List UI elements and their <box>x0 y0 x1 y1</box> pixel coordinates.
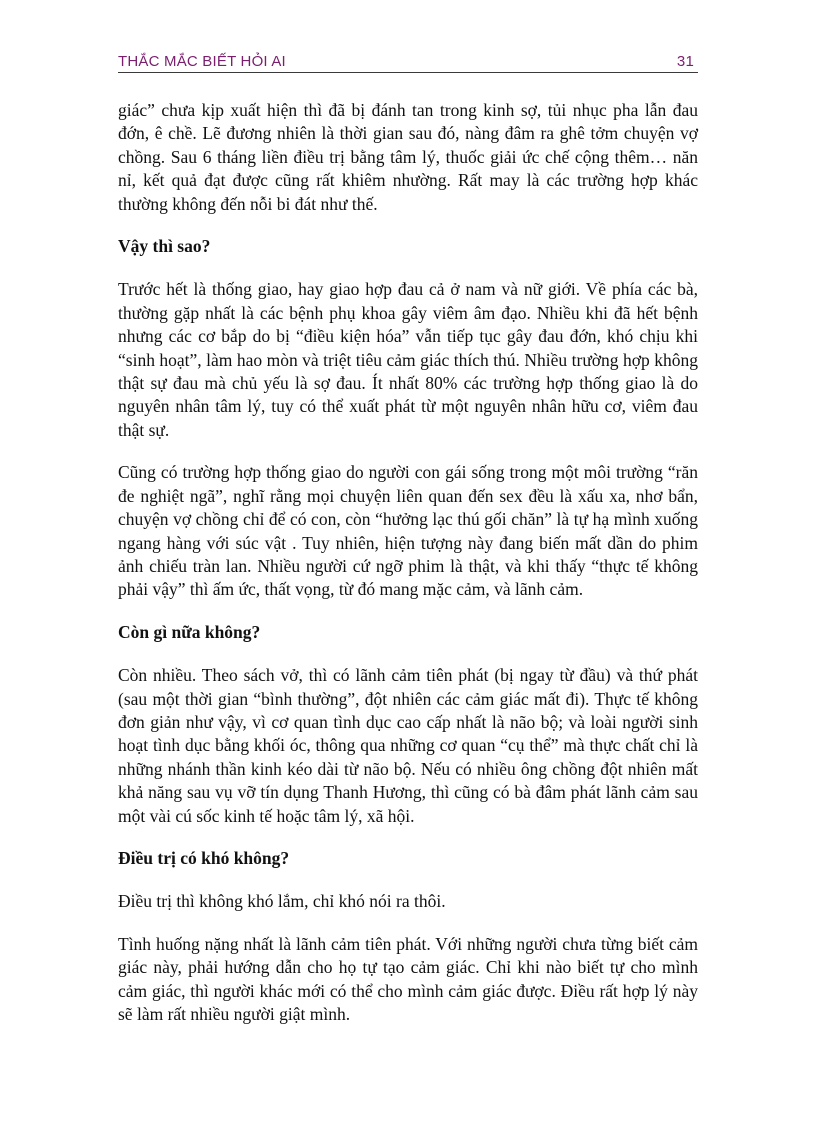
paragraph: Điều trị thì không khó lắm, chỉ khó nói ra thôi. <box>118 891 446 912</box>
paragraph: Còn nhiều. Theo sách vở, thì có lãnh cảm tiên phát (bị ngay từ đầu) và thứ phát (sau một thời gian “bình thường”, đột nhiên các cảm giác mất đi). Thực tế không đơn giản như vậy, vì cơ quan tình dục cao cấp nhất là não bộ; và loài người sinh hoạt tình dục bằng khối óc, thông qua những cơ quan “cụ thể” mà thực chất chỉ là những nhánh thần kinh kéo dài từ não bộ. Nếu có nhiều ông chồng đột nhiên mất khả năng sau vụ vỡ tín dụng Thanh Hương, thì cũng có bà đâm phát lãnh cảm sau một vài cú sốc kinh tế hoặc tâm lý, xã hội. <box>118 665 698 826</box>
book-title: THẮC MẮC BIẾT HỎI AI <box>118 53 286 70</box>
page-body <box>118 99 698 1045</box>
section-heading: Vậy thì sao? <box>118 236 211 257</box>
paragraph: Tình huống nặng nhất là lãnh cảm tiên phát. Với những người chưa từng biết cảm giác này, phải hướng dẫn cho họ tự tạo cảm giác. Chỉ khi nào biết tự cho mình cảm giác, thì người khác mới có thể cho mình cảm giác được. Điều rất hợp lý này sẽ làm rất nhiều người giật mình. <box>118 933 698 1024</box>
paragraph: Trước hết là thống giao, hay giao hợp đau cả ở nam và nữ giới. Về phía các bà, thường gặp nhất là các bệnh phụ khoa gây viêm âm đạo. Nhiều khi đã hết bệnh nhưng các cơ bắp do bị “điều kiện hóa” vẫn tiếp tục gây đau đớn, khó chịu khi “sinh hoạt”, làm hao mòn và triệt tiêu cảm giác thích thú. Nhiều trường hợp không thật sự đau mà chủ yếu là sợ đau. Ít nhất 80% các trường hợp thống giao là do nguyên nhân tâm lý, tuy có thể xuất phát từ một nguyên nhân hữu cơ, viêm đau thật sự. <box>118 279 698 440</box>
page-number: 31 <box>676 53 694 70</box>
section-heading: Điều trị có khó không? <box>118 847 290 868</box>
paragraph: giác” chưa kịp xuất hiện thì đã bị đánh tan trong kinh sợ, tủi nhục pha lẫn đau đớn, ê chề. Lẽ đương nhiên là thời gian sau đó, nàng đâm ra ghê tởm chuyện vợ chồng. Sau 6 tháng liền điều trị bằng tâm lý, thuốc giải ức chế cộng thêm… năn nỉ, kết quả đạt được cũng rất khiêm nhường. Rất may là các trường hợp khác thường không đến nỗi bi đát như thế. <box>118 100 698 214</box>
section-heading: Còn gì nữa không? <box>118 621 261 642</box>
paragraph: Cũng có trường hợp thống giao do người con gái sống trong một môi trường “răn đe nghiệt ngã”, nghĩ rằng mọi chuyện liên quan đến sex đều là xấu xa, nhơ bẩn, chuyện vợ chồng chỉ để có con, còn “hưởng lạc thú gối chăn” là tự hạ mình xuống ngang hàng với súc vật . Tuy nhiên, hiện tượng này đang biến mất dần do phim ảnh chiếu tràn lan. Nhiều người cứ ngỡ phim là thật, và khi thấy “thực tế không phải vậy” thì ấm ức, thất vọng, từ đó mang mặc cảm, và lãnh cảm. <box>118 462 698 600</box>
running-header <box>118 50 698 73</box>
